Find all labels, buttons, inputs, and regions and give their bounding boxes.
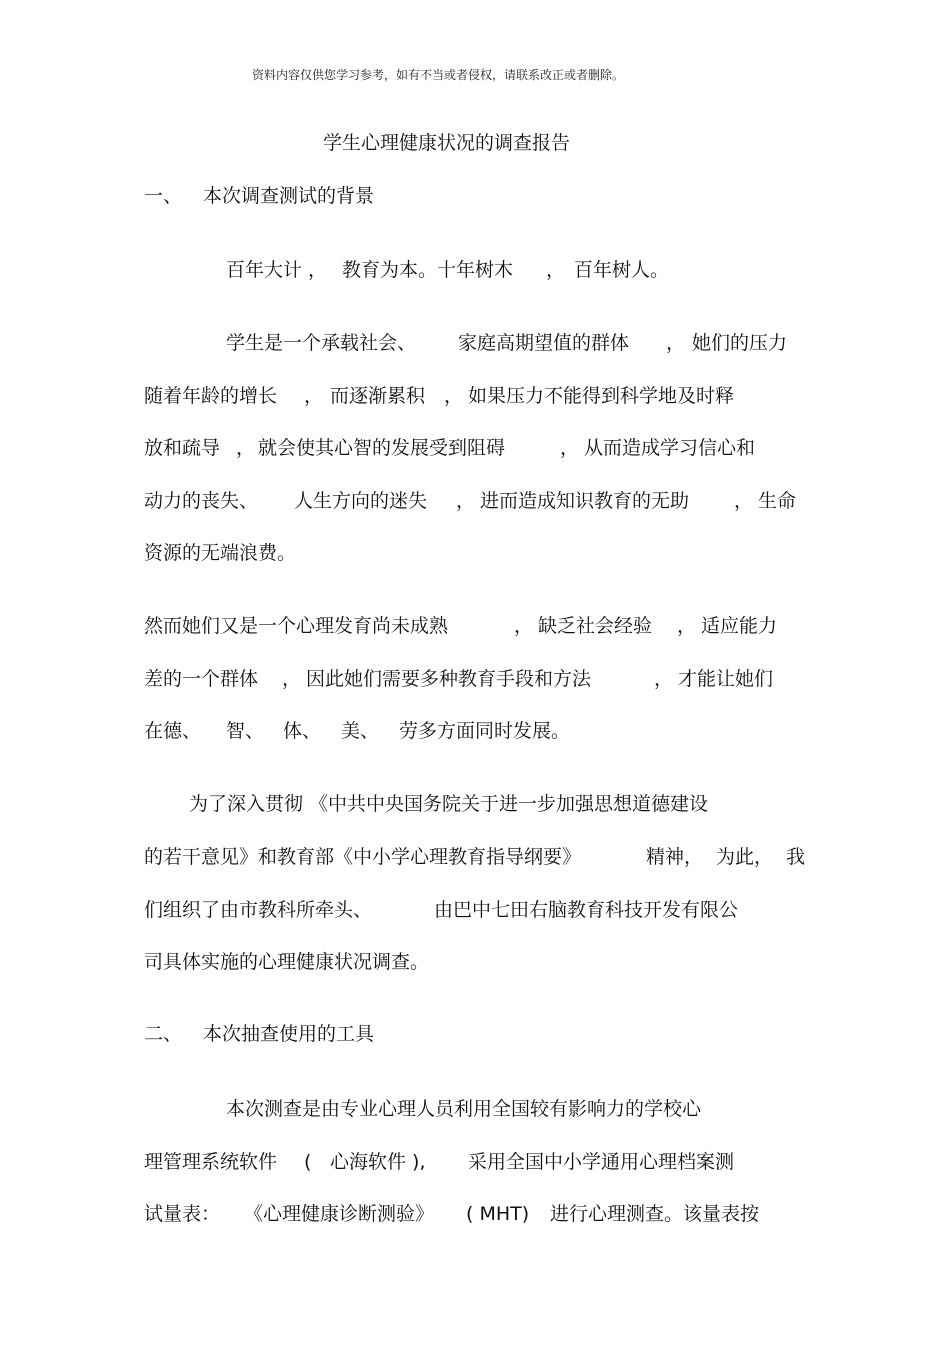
- text-fragment: 们组织了由市教科所牵头、: [144, 899, 373, 921]
- text-fragment: 《心理健康诊断测验》: [244, 1203, 435, 1225]
- text-fragment: 放和疏导: [144, 437, 221, 459]
- text-fragment: 的若干意见》和教育部《中小学心理教育指导纲要》: [144, 846, 582, 868]
- text-fragment: 随着年龄的增长: [144, 385, 278, 407]
- text-fragment: ，: [734, 490, 754, 512]
- text-fragment: 如果压力不能得到科学地及时释: [468, 385, 735, 407]
- text-fragment: 试量表：: [144, 1203, 221, 1225]
- text-fragment: 本次测查是由专业心理人员利用全国较有影响力的学校心: [226, 1098, 702, 1120]
- text-fragment: ，: [282, 668, 302, 690]
- text-fragment: 就会使其心智的发展受到阻碍: [258, 437, 506, 459]
- text-fragment: 为了深入贯彻 《中共中央国务院关于进一步加强思想道德建设: [189, 793, 709, 815]
- text-fragment: 体、: [283, 720, 322, 742]
- text-fragment: 动力的丧失、: [144, 490, 259, 512]
- text-fragment: 由巴中七田右脑教育科技开发有限公: [434, 899, 739, 921]
- text-fragment: 因此她们需要多种教育手段和方法: [306, 668, 592, 690]
- text-fragment: 心海软件 ),: [330, 1151, 426, 1173]
- text-fragment: 她们的压力: [692, 332, 788, 354]
- text-fragment: 采用全国中小学通用心理档案测: [468, 1151, 735, 1173]
- text-fragment: 我: [786, 846, 806, 868]
- text-fragment: 百年大计 ，: [226, 259, 328, 281]
- text-fragment: 人生方向的迷失: [294, 490, 428, 512]
- text-fragment: (: [304, 1151, 312, 1173]
- text-fragment: ，: [236, 437, 256, 459]
- section-heading-1-text: 本次调查测试的背景: [203, 185, 375, 207]
- text-fragment: 司具体实施的心理健康状况调查。: [144, 951, 430, 973]
- text-fragment: ( MHT): [466, 1203, 530, 1225]
- text-fragment: 在德、: [144, 720, 202, 742]
- text-fragment: 教育为本。十年树木: [342, 259, 514, 281]
- text-fragment: 家庭高期望值的群体: [458, 332, 630, 354]
- text-fragment: 才能让她们: [678, 668, 774, 690]
- document-title: 学生心理健康状况的调查报告: [323, 132, 571, 154]
- text-fragment: 劳多方面同时发展。: [399, 720, 571, 742]
- text-fragment: ，: [456, 490, 476, 512]
- text-fragment: 理管理系统软件: [144, 1151, 278, 1173]
- text-fragment: ，: [514, 615, 534, 637]
- text-fragment: 为此，: [716, 846, 774, 868]
- text-fragment: 缺乏社会经验: [538, 615, 653, 637]
- text-fragment: 百年树人。: [574, 259, 670, 281]
- header-disclaimer: 资料内容仅供您学习参考，如有不当或者侵权，请联系改正或者删除。: [252, 68, 625, 82]
- text-fragment: 资源的无端浪费。: [144, 542, 297, 564]
- text-fragment: ，: [666, 332, 686, 354]
- text-fragment: ，: [560, 437, 580, 459]
- text-fragment: 美、: [341, 720, 380, 742]
- text-fragment: ，: [546, 259, 566, 281]
- text-fragment: ，: [677, 615, 697, 637]
- text-fragment: 差的一个群体: [144, 668, 259, 690]
- section-heading-2-number: 二、: [144, 1023, 183, 1045]
- text-fragment: ，: [444, 385, 464, 407]
- text-fragment: 而逐渐累积: [330, 385, 426, 407]
- text-fragment: ，: [304, 385, 324, 407]
- text-fragment: 从而造成学习信心和: [584, 437, 756, 459]
- text-fragment: 然而她们又是一个心理发育尚未成熟: [144, 615, 449, 637]
- text-fragment: ，: [654, 668, 674, 690]
- text-fragment: 精神，: [646, 846, 704, 868]
- text-fragment: 学生是一个承载社会、: [226, 332, 417, 354]
- text-fragment: 适应能力: [701, 615, 778, 637]
- text-fragment: 生命: [758, 490, 797, 512]
- section-heading-1-number: 一、: [144, 185, 183, 207]
- text-fragment: 进而造成知识教育的无助: [480, 490, 690, 512]
- text-fragment: 智、: [226, 720, 265, 742]
- text-fragment: 进行心理测查。该量表按: [550, 1203, 760, 1225]
- section-heading-2-text: 本次抽查使用的工具: [203, 1023, 375, 1045]
